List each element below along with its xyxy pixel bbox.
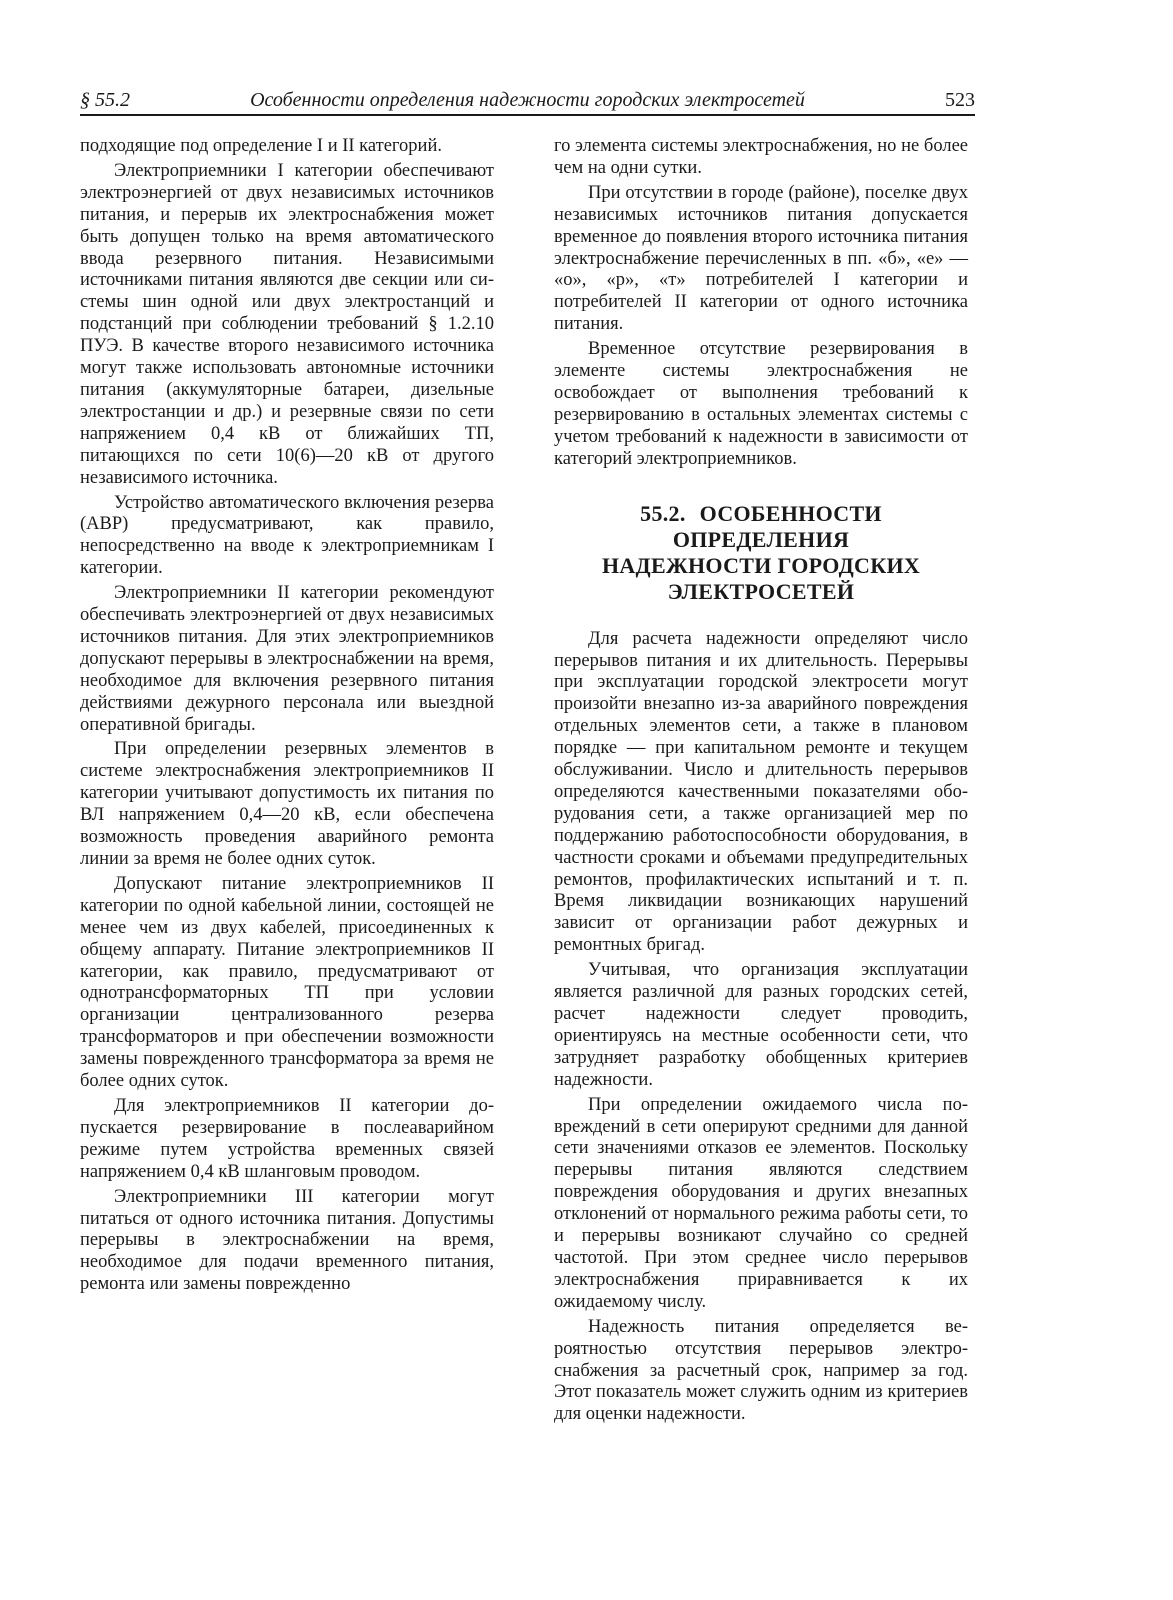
paragraph: Надежность питания определяется вероятностью отсутствия перерывов электроснабжения за расчетный срок, например за год. Этот показатель может служить одним из критериев для оценки надежности. — [554, 1316, 968, 1425]
running-header — [80, 86, 975, 116]
section-heading-line: НАДЕЖНОСТИ ГОРОДСКИХ — [601, 552, 921, 578]
header-title: Особенности определения надежности городских электросетей — [250, 89, 805, 111]
section-heading-number: 55.2. — [640, 500, 686, 526]
paragraph: го элемента системы электроснабжения, но не более чем на одни сутки. — [554, 136, 968, 178]
page-number: 523 — [945, 89, 975, 111]
paragraph: Электроприемники I категории обеспечивают электроэнергией от двух независимых источников питания, и перерыв их электроснабжения может быть допущен только на время автоматического ввода резервного питания. Независимыми источниками питания являются две секции или системы шин одной или двух электростанций и подстанций при соблюдении требований § 1.2.10 ПУЭ. В качестве второго независимого источника могут также использовать автономные источники питания (аккумуляторные батареи, дизельные электростанции и др.) и резервные связи по сети напряжением 0,4 кВ от ближайших ТП, питающихся по сети 10(6)—20 кВ от другого независимого источника. — [80, 160, 494, 488]
paragraph: При отсутствии в городе (районе), поселке двух независимых источников питания допускается временное до появления второго источника питания электроснабжение перечисленных в пп. «б», «е» — «о», «р», «т» потребителей I категории и потребителей II категории от одного источника питания. — [554, 182, 968, 335]
paragraph: подходящие под определение I и II категорий. — [80, 136, 442, 156]
paragraph: Электроприемники III категории могут питаться от одного источника питания. Допустимы перерывы в электроснабжении на время, необходимое для подачи временного питания, ремонта или замены поврежденно — [80, 1186, 494, 1295]
paragraph: Для расчета надежности определяют число перерывов питания и их длительность. Перерывы при эксплуатации городской электросети могут произойти внезапно из-за аварийного повреждения отдельных элементов сети, а также в плановом порядке — при капитальном ремонте и текущем обслуживании. Число и длительность перерывов определяются качественными показателями оборудования сети, а также организацией мер по поддержанию работоспособности оборудования, в частности сроками и объемами предупредительных ремонтов, профилактических испытаний и т. п. Время ликвидации возникающих нарушений зависит от организации работ дежурных и ремонтных бригад. — [554, 628, 968, 956]
section-heading-line: ЭЛЕКТРОСЕТЕЙ — [667, 578, 855, 604]
paragraph: При определении резервных элементов в системе электроснабжения электроприемников II категории учитывают допустимость их питания по ВЛ напряжением 0,4—20 кВ, если обеспечена возможность проведения аварийного ремонта линии за время не более одних суток. — [80, 739, 494, 869]
paragraph: При определении ожидаемого числа повреждений в сети оперируют средними для данной сети значениями отказов ее элементов. Поскольку перерывы питания являются следствием повреждения оборудования и других внезапных отклонений от нормального режима работы сети, то и перерывы возникают случайно со средней частотой. При этом среднее число перерывов электроснабжения приравнивается к их ожидаемому числу. — [554, 1094, 968, 1312]
paragraph: Для электроприемников II категории допускается резервирование в послеаварийном режиме путем устройства временных связей напряжением 0,4 кВ шланговым проводом. — [80, 1095, 494, 1182]
paragraph: Электроприемники II категории рекомендуют обеспечивать электроэнергией от двух независимых источников питания. Для этих электроприемников допускают перерывы в электроснабжении на время, необходимое для включения резервного питания действиями дежурного персонала или выездной оперативной бригады. — [80, 583, 494, 735]
right-column — [554, 136, 968, 1429]
left-column — [80, 136, 494, 1299]
paragraph: Учитывая, что организация эксплуатации является различной для разных городских сетей, расчет надежности следует проводить, ориентируясь на местные особенности сети, что затрудняет разработку обобщенных критериев надежности. — [554, 960, 968, 1090]
header-section-number: § 55.2 — [80, 89, 130, 111]
paragraph: Допускают питание электроприемников II категории по одной кабельной линии, состоящей не менее чем из двух кабелей, присоединенных к общему аппарату. Питание электроприемников II категории, как правило, предусматривают от однотрансформаторных ТП при условии организации централизованного резерва трансформаторов и при обеспечении возможности замены поврежденного трансформатора за время не более одних суток. — [80, 873, 494, 1092]
section-heading-line: ОСОБЕННОСТИ ОПРЕДЕЛЕНИЯ — [672, 500, 882, 552]
section-heading — [554, 501, 968, 605]
paragraph: Временное отсутствие резервирования в элементе системы электроснабжения не освобождает от выполнения требований к резервированию в остальных элементах системы с учетом требований к надежности в зависимости от категорий электроприемников. — [554, 339, 968, 469]
paragraph: Устройство автоматического включения резерва (АВР) предусматривают, как правило, непосредственно на вводе к электроприемникам I категории. — [80, 492, 494, 579]
